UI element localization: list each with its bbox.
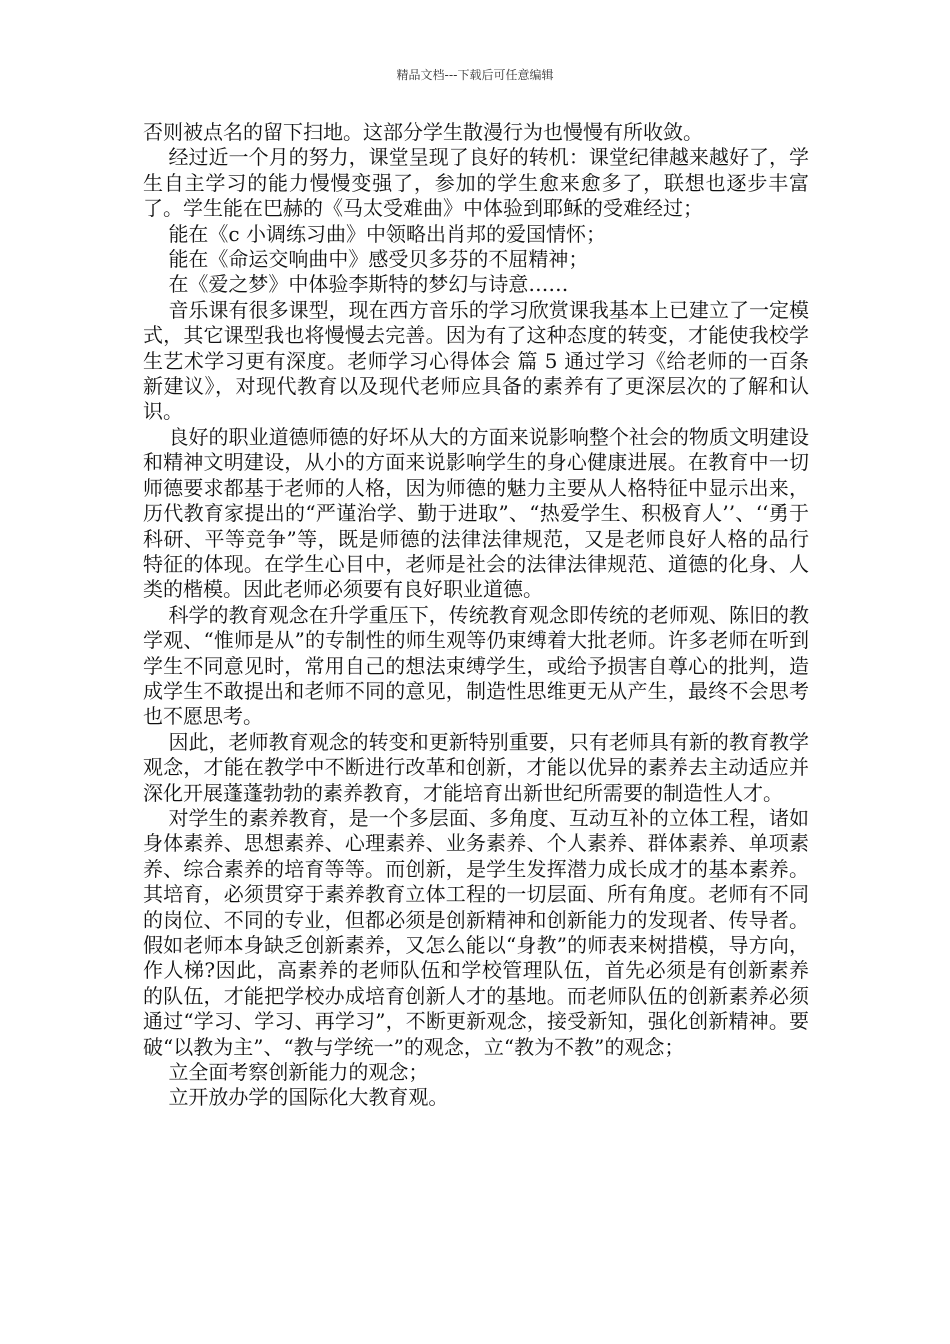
paragraph: 对学生的素养教育，是一个多层面、多角度、互动互补的立体工程，诸如身体素养、思想素养、心理素养、业务素养、个人素养、群体素养、单项素养、综合素养的培育等等。而创新，是学生发挥潜力成长成才的基本素养。其培育，必须贯穿于素养教育立体工程的一切层面、所有角度。老师有不同的岗位、不同的专业，但都必须是创新精神和创新能力的发现者、传导者。假如老师本身缺乏创新素养，又怎么能以“身教”的师表来树措模，导方向，作人梯?因此，高素养的老师队伍和学校管理队伍，首先必须是有创新素养的队伍，才能把学校办成培育创新人才的基地。而老师队伍的创新素养必须通过“学习、学习、再学习”，不断更新观念，接受新知，强化创新精神。要破“以教为主”、“教与学统一”的观念，立“教为不教”的观念； xyxy=(143,805,809,1059)
page-header: 精品文档---下载后可任意编辑 xyxy=(396,68,554,82)
paragraph: 科学的教育观念在升学重压下，传统教育观念即传统的老师观、陈旧的教学观、“惟师是从”的专制性的师生观等仍束缚着大批老师。许多老师在听到学生不同意见时，常用自己的想法束缚学生，或给予损害自尊心的批判，造成学生不敢提出和老师不同的意见，制造性思维更无从产生，最终不会思考也不愿思考。 xyxy=(143,602,809,729)
paragraph: 经过近一个月的努力，课堂呈现了良好的转机：课堂纪律越来越好了，学生自主学习的能力慢慢变强了，参加的学生愈来愈多了，联想也逐步丰富了。学生能在巴赫的《马太受难曲》中体验到耶稣的受难经过； xyxy=(143,145,809,221)
paragraph: 因此，老师教育观念的转变和更新特别重要，只有老师具有新的教育教学观念，才能在教学中不断进行改革和创新，才能以优异的素养去主动适应并深化开展蓬蓬勃勃的素养教育，才能培育出新世纪所需要的制造性人才。 xyxy=(143,729,809,805)
paragraph: 能在《c 小调练习曲》中领略出肖邦的爱国情怀； xyxy=(143,221,606,246)
paragraph: 良好的职业道德师德的好坏从大的方面来说影响整个社会的物质文明建设和精神文明建设，从小的方面来说影响学生的身心健康进展。在教育中一切师德要求都基于老师的人格，因为师德的魅力主要从人格特征中显示出来，历代教育家提出的“严谨治学、勤于进取”、“热爱学生、积极育人’’、‘‘勇于科研、平等竞争”等，既是师德的法律法律规范，又是老师良好人格的品行特征的体现。在学生心目中，老师是社会的法律法律规范、道德的化身、人类的楷模。因此老师必须要有良好职业道德。 xyxy=(143,424,809,602)
paragraph: 在《爱之梦》中体验李斯特的梦幻与诗意…… xyxy=(143,272,569,297)
document-body xyxy=(143,120,809,1111)
paragraph: 否则被点名的留下扫地。这部分学生散漫行为也慢慢有所收敛。 xyxy=(143,120,703,144)
paragraph: 能在《命运交响曲中》感受贝多芬的不屈精神； xyxy=(143,247,589,272)
paragraph: 音乐课有很多课型，现在西方音乐的学习欣赏课我基本上已建立了一定模式，其它课型我也将慢慢去完善。因为有了这种态度的转变，才能使我校学生艺术学习更有深度。老师学习心得体会 篇 5 通过学习《给老师的一百条新建议》，对现代教育以及现代老师应具备的素养有了更深层次的了解和认识。 xyxy=(143,297,809,424)
paragraph: 立开放办学的国际化大教育观。 xyxy=(143,1085,449,1110)
paragraph: 立全面考察创新能力的观念； xyxy=(143,1060,429,1085)
